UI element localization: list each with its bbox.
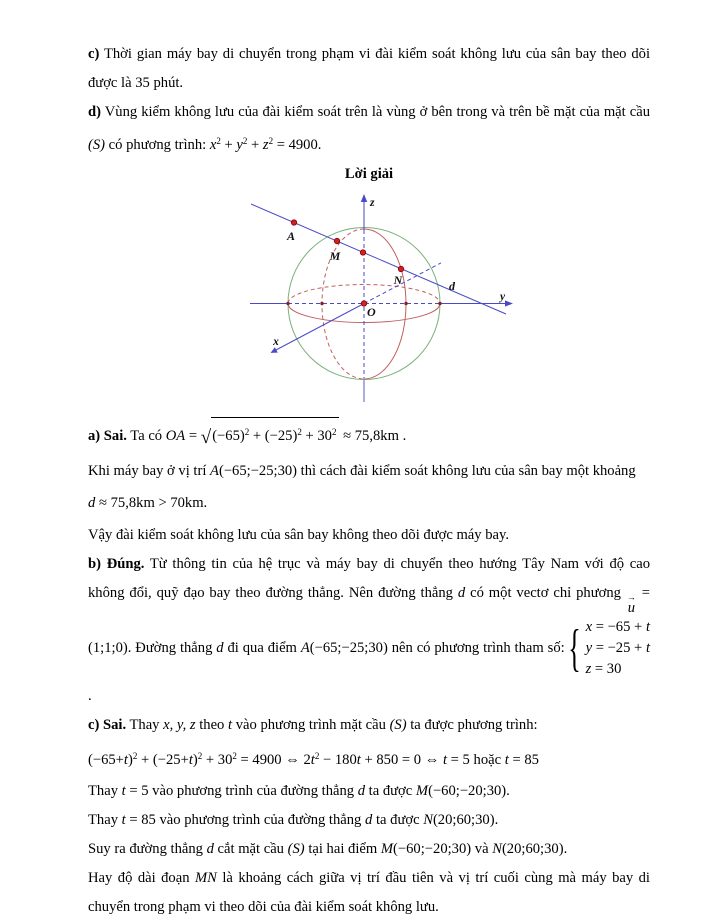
solution-b-paragraph: b) Đúng. Từ thông tin của hệ trục và máy bay di chuyển theo hướng Tây Nam với độ cao không đổi, quỹ đạo bay theo đường thẳng. Nên đường thẳng d có một vectơ chỉ phương → u = (1;1;0). Đường thẳng d đi qua điểm A(−65;−25;30) nên có phương trình tham số: { x = −65 + t y = −25 + t z = 30 . (88, 556, 651, 704)
solution-c-setup: c) Sai. Thay x, y, z theo t vào phương trình mặt cầu (S) ta được phương trình: (88, 717, 538, 733)
solution-a-distance-setup: Khi máy bay ở vị trí A(−65;−25;30) thì cách đài kiểm soát không lưu của sân bay một khoảng (88, 463, 636, 479)
y-axis-arrowhead (505, 300, 513, 306)
point-A (291, 220, 296, 225)
x-axis-label: x (273, 336, 279, 348)
point-N (398, 266, 403, 271)
meridian-front-arc (364, 229, 406, 379)
z-axis-arrowhead (361, 194, 367, 202)
equator-right-dot (438, 302, 441, 305)
z-axis-label: z (370, 197, 375, 209)
solution-c-intersection: Suy ra đường thẳng d cắt mặt cầu (S) tại hai điểm M(−60;−20;30) và N(20;60;30). (88, 841, 568, 857)
solution-a-statement: a) Sai. Ta có OA = $√(-65)^2 + (-25)^2 + 30^2 \approx 75,8km$ . (88, 417, 650, 452)
origin-label: O (367, 305, 376, 319)
point-on-z-axis (360, 250, 365, 255)
equator-left-dot (286, 302, 289, 305)
solution-heading: Lời giải (344, 166, 394, 182)
meridian-right-dot (404, 302, 407, 305)
meridian-back-arc (322, 229, 364, 379)
statement-d: d) Vùng kiểm không lưu của đài kiểm soát trên là vùng ở bên trong và trên bề mặt của mặt cầu (S) có phương trình: $x^2 + y^2 + z^2 = 4900$. (88, 104, 650, 153)
line-d-label: d (449, 279, 455, 293)
point-M (334, 238, 339, 243)
point-N-label: N (393, 273, 403, 287)
solution-c-conclusion: Hay độ dài đoạn MN là khoảng cách giữa vị trí đầu tiên và vị trí cuối cùng mà máy bay di chuyển trong phạm vi theo dõi của đài kiểm soát không lưu. (88, 870, 650, 915)
line-d (251, 204, 506, 314)
statement-c: c) Thời gian máy bay di chuyển trong phạm vi đài kiểm soát không lưu của sân bay theo dõi được là 35 phút. (88, 46, 650, 91)
meridian-left-dot (320, 302, 323, 305)
solution-a-conclusion: Vậy đài kiểm soát không lưu của sân bay không theo dõi được máy bay. (88, 527, 509, 543)
diagram-svg (234, 194, 520, 408)
solution-a-inequality: d ≈ 75,8km > 70km. (88, 495, 208, 511)
point-O (361, 301, 366, 306)
solution-c-point-N: Thay t = 85 vào phương trình của đường thẳng d ta được N(20;60;30). (88, 812, 499, 828)
sphere-line-diagram (234, 194, 520, 408)
solution-c-equation: $(-65+t)^2 + (-25+t)^2 + 30^2 = 4900$ ⇔ $2t^2 - 180t + 850 = 0$ ⇔ t = 5 hoặc t = 85 (88, 751, 539, 768)
point-A-label: A (286, 229, 296, 243)
y-axis-label: y (500, 291, 506, 303)
point-M-label: M (329, 249, 341, 263)
solution-c-point-M: Thay t = 5 vào phương trình của đường thẳng d ta được M(−60;−20;30). (88, 783, 510, 799)
